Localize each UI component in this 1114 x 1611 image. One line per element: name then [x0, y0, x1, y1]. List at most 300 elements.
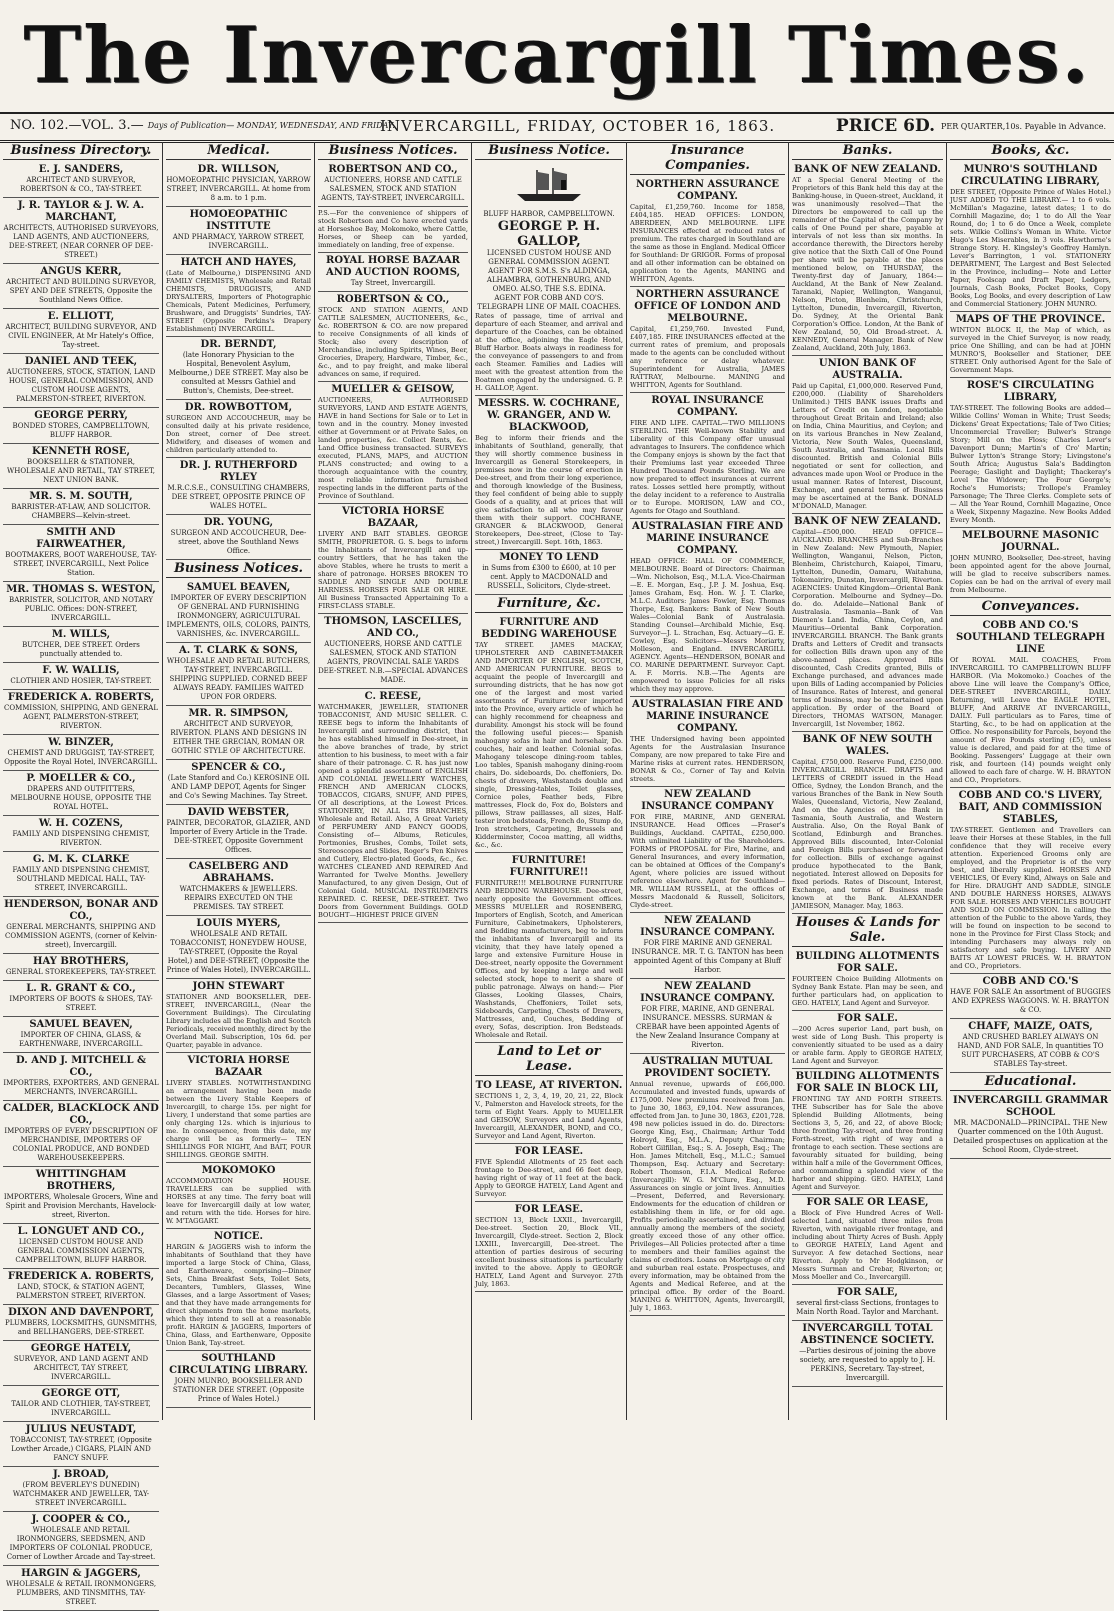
advertisement-heading: D. AND J. MITCHELL & CO., [15, 1055, 147, 1078]
issue-number: NO. 102.—VOL. 3.— [10, 118, 144, 133]
advertisement [630, 979, 785, 1054]
advertisement-body: (Late of Melbourne,) DISPENSING AND FAMILY CHEMISTS, Wholesale and Retail CHEMISTS, DRUGGISTS, AND DRYSALTERS, Importers of Photographic Chemicals, Patent Medicines, Perfumery, Brushware, and Druggists' Sundries, TAY-STREET (Opposite Perkins's Drapery Establishment) INVERCARGILL. [166, 269, 311, 333]
section-heading: Business Notices. [166, 560, 311, 578]
advertisement-heading: W. BINZER, [48, 737, 114, 748]
advertisement-heading: INVERCARGILL TOTAL ABSTINENCE SOCIETY. [800, 1323, 935, 1346]
advertisement [3, 735, 159, 771]
advertisement-body: (FROM BEVERLEY'S DUNEDIN) WATCHMAKER AND JEWELLER, TAY-STREET INVERCARGILL. [12, 1481, 150, 1507]
advertisement [166, 400, 311, 458]
advertisement [3, 354, 159, 408]
advertisement-heading: UNION BANK OF AUSTRALIA. [818, 358, 917, 381]
advertisement-body: FOR FIRE MARINE AND GENERAL INSURANCE. MR. T. G. TANTON has been appointed Agent of this Company at Bluff Harbor. [631, 939, 784, 974]
advertisement-heading: THOMSON, LASCELLES, AND CO., [324, 616, 462, 639]
advertisement-body: LIVERY AND BAIT STABLES. GEORGE SMITH, PROPRIETOR. G. S. begs to inform the Inhabitants of Invercargill and up-country Settlers, that he has taken the above Stables, where he trusts to merit a share of patronage. HORSES BROKEN TO SADDLE AND SINGLE AND DOUBLE HARNESS. HORSES FOR SALE OR HIRE. All Business Transacted Appertaining To a FIRST-CLASS STABLE. [318, 530, 468, 610]
newspaper-columns [0, 142, 1114, 1606]
section-heading: Educational. [950, 1073, 1111, 1091]
advertisement-heading: SAMUEL BEAVEN, [186, 582, 291, 593]
advertisement-heading: CASELBERG AND ABRAHAMS. [188, 861, 289, 884]
advertisement [318, 292, 468, 382]
advertisement-body: IMPORTER OF EVERY DESCRIPTION OF GENERAL AND FURNISHING IRONMONGERY, AGRICULTURAL IMPLEMENTS, OILS, COLORS, PAINTS, VARNISHES, &c. INVERCARGILL. [166, 594, 311, 638]
advertisement [3, 627, 159, 663]
advertisement-heading: BANK OF NEW ZEALAND. [794, 516, 941, 527]
column-7-ads [950, 162, 1111, 1159]
advertisement [3, 1224, 159, 1269]
advertisement-body: HEAD OFFICE: HALL OF COMMERCE, MELBOURNE. Board of Directors: Chairman—Wm. Nicholson, Esq., M.L.A. Vice-Chairman—E. E. Morgan, Esq., J.P. J. M. Joshua, Esq. James Graham, Esq. Hon. W. J. T. Clarke, M.L.C. Auditors: James Fowler, Esq. Thomas Thorpe, Esq. Bankers: Bank of New South Wales—Colonial Bank of Australasia. Standing Counsel—Archibald Michie, Esq. Surveyor—J. L. Strachan, Esq. Actuary—G. E. Cowley, Esq. Solicitors—Messrs Moriarty, Molleson, and England. INVERCARGILL AGENCY. Agents—HENDERSON, BONAR and CO. MARINE DEPARTMENT. Surveyor. Capt. A. F. Morris. N.B.—The Agents are empowered to issue Policies for all risks which they may approve. [630, 557, 785, 693]
advertisement-heading: E. J. SANDERS, [38, 164, 124, 175]
advertisement-heading: DIXON AND DAVENPORT, [8, 1307, 154, 1318]
dateline [0, 112, 1114, 143]
advertisement [3, 897, 159, 954]
section-heading-banks: Banks. [792, 142, 943, 160]
advertisement [318, 614, 468, 689]
advertisement-body: Beg to inform their friends and the inhabitants of Southland, generally, that they will shortly commence business in Invercargill as General Storekeepers, in premises now in the course of erection in Dee-street, and from their long experience, and thorough knowledge of the Business, they feel confident of being able to supply Goods of a quality, and at prices that will give satisfaction to all who may favour them with their support. COCHRANE, GRANGER & BLACKWOOD, General Storekeepers, Dee-street, (Close to Tay-street,) Invercargill. Sept. 16th, 1863. [475, 434, 623, 546]
advertisement-body: several first-class Sections, frontages to Main North Road. Taylor and Marchant. [796, 1299, 939, 1316]
advertisement [630, 177, 785, 287]
advertisement-body: AT a Special General Meeting of the Proprietors of this Bank held this day at the Banking-house, in Queen-street, Auckland, it was unanimously resolved—That the Directors be empowered to call up the remainder of the Capital of the Company by calls of One Pound per share, payable at intervals of not less than six months. In accordance therewith, the Directors hereby give notice that the Sixth Call of One Pound per share will be payable at the places mentioned below, on THURSDAY, the Twenty-first day of January, 1864:— Auckland, At the Bank of New Zealand. Taranaki, Napier, Wellington, Wanganui, Nelson, Picton, Blenheim, Christchurch, Lyttelton, Dunedin, Invercargill, Riverton, Do. Sydney, At the Oriental Bank Corporation's Office. London, At the Bank of New Zealand, 50, Old Broad-street. A. KENNEDY, General Manager. Bank of New Zealand, Auckland, 20th July, 1863. [792, 176, 943, 352]
advertisement [166, 255, 311, 337]
column-3-ads [318, 162, 468, 923]
advertisement-body: CHEMIST AND DRUGGIST, TAY-STREET, Opposite the Royal Hotel, INVERCARGILL. [4, 749, 158, 766]
advertisement [166, 337, 311, 400]
column-2-ads [166, 162, 311, 1408]
advertisement-heading: FOR SALE, [837, 1287, 898, 1298]
advertisement-body: ARCHITECT AND BUILDING SURVEYOR, SPEY AND DEE STREETS, Opposite the Southland News Office. [5, 278, 157, 304]
advertisement-body: WHOLESALE AND RETAIL IRONMONGERS, SEEDSMEN, AND IMPORTERS OF COLONIAL PRODUCE, Corner of Lowther Arcade and Tay-street. [6, 1526, 156, 1561]
advertisement-body: HARGIN & JAGGERS wish to inform the inhabitants of Southland that they have imported a large Stock of China, Glass, and Earthenware, comprising—Dinner Sets, China Breakfast Sets, Toilet Sets, Decanters, Tumblers, Glasses, Wine Glasses, and a large Assortment of Vases; and that they have made arrangements for direct shipments from the home markets, which they intend to sell at a reasonable profit. HARGIN & JAGGERS, Importers of China, Glass, and Earthenware, Opposite Union Bank, Tay-street. [166, 1243, 311, 1347]
advertisement-heading: F. W. WALLIS, [42, 665, 120, 676]
advertisement-heading: ANGUS KERR, [40, 266, 122, 277]
advertisement-heading: TO LEASE, AT RIVERTON. [475, 1080, 623, 1091]
advertisement [318, 207, 468, 253]
advertisement [792, 514, 943, 732]
advertisement [166, 1351, 311, 1408]
advertisement [950, 162, 1111, 312]
advertisement-body: BOOKSELLER & STATIONER, WHOLESALE AND RETAIL, TAY STREET, NEXT UNION BANK. [7, 458, 155, 484]
column-6-ads [792, 162, 943, 1387]
advertisement-body: FIVE Splendid Allotments of 25 feet each frontage to Dee-street, and 66 feet deep, having right of way of 11 feet at the back. Apply to GEORGE HATELY, Land Agent and Surveyor. [475, 1158, 623, 1198]
advertisement-body: SURGEON AND ACCOUCHEUR, Dee-street, above the Southland News Office. [170, 529, 307, 555]
advertisement [166, 706, 311, 760]
publication-days: Days of Publication— MONDAY, WEDNESDAY, AND FRIDAY. [147, 121, 395, 130]
advertisement-body: STATIONER AND BOOKSELLER, DEE-STREET, INVERCARGILL, (Near the Government Buildings). The Circulating Library includes all the English and Scotch Periodicals, received monthly, direct by the Overland Mail. Subscription, 10s 6d. per Quarter, payable in advance. [166, 993, 311, 1049]
advertisement-heading: DR. ROWBOTTOM, [184, 402, 293, 413]
advertisement-body: AND PHARMACY, YARROW STREET, INVERCARGILL. [172, 233, 305, 250]
advertisement-body: IMPORTER OF CHINA, GLASS, & EARTHENWARE, INVERCARGILL. [19, 1031, 143, 1048]
advertisement-body: HAVE FOR SALE An assortment of BUGGIES AND EXPRESS WAGGONS. W. H. BRAYTON & CO. [950, 988, 1111, 1014]
advertisement-heading: DR. YOUNG, [203, 517, 274, 528]
advertisement [3, 1566, 159, 1611]
column-3 [315, 142, 472, 1420]
section-heading-books: Books, &c. [950, 142, 1111, 160]
advertisement-heading: MUNRO'S SOUTHLAND CIRCULATING LIBRARY, [961, 164, 1100, 187]
advertisement [950, 974, 1111, 1019]
advertisement-body: ARCHITECT, BUILDING SURVEYOR, AND CIVIL ENGINEER, At Mr Hately's Office, Tay-street. [5, 323, 157, 349]
advertisement-heading: ROSE'S CIRCULATING LIBRARY, [966, 380, 1095, 403]
gallop-name: GEORGE P. H. GALLOP, [497, 219, 601, 249]
advertisement [630, 393, 785, 519]
advertisement-body: LIVERY STABLES. NOTWITHSTANDING an arrangement having been made between the Livery Stable Keepers of Invercargill, to charge 15s. per night for Livery, I understand that some parties are only charging 12s. which is injurious to me. In consequence, from this date, my charge will be as formerly— TEN SHILLINGS FOR NIGHT, And BAIT, FOUR SHILLINGS. GEORGE SMITH. [166, 1079, 311, 1159]
advertisement-heading: COBB AND CO.'S [982, 976, 1079, 987]
advertisement-heading: DANIEL AND TEEK, [24, 356, 138, 367]
advertisement-heading: L. R. GRANT & CO., [26, 983, 136, 994]
advertisement-heading: J. R. TAYLOR & J. W. A. MARCHANT, [17, 200, 145, 223]
advertisement-body: PLUMBERS, LOCKSMITHS, GUNSMITHS, and BELLHANGERS, DEE-STREET. [5, 1319, 157, 1336]
advertisement [318, 162, 468, 207]
advertisement-heading: FOR SALE OR LEASE, [806, 1197, 929, 1208]
advertisement-heading: FREDERICK A. ROBERTS, [7, 692, 155, 703]
advertisement-body: BOOTMAKERS, BOOT WAREHOUSE, TAY-STREET, INVERCARGILL, Next Police Station. [5, 551, 157, 577]
advertisement [318, 382, 468, 504]
advertisement [792, 1069, 943, 1195]
advertisement-heading: NORTHERN ASSURANCE OFFICE OF LONDON AND MELBOURNE. [634, 289, 781, 324]
advertisement-heading: MESSRS. W. COCHRANE, W. GRANGER, AND W. BLACKWOOD, [477, 398, 621, 433]
gallop-coaches: AGENT FOR COBB AND CO'S. TELEGRAPH LINE OF MAIL COACHES. [477, 294, 621, 311]
advertisement-heading: ROBERTSON & CO., [336, 294, 450, 305]
advertisement [3, 1167, 159, 1224]
section-heading-business-notices: Business Notices. [318, 142, 468, 160]
advertisement [630, 697, 785, 787]
advertisement-body: SURVEYOR, AND LAND AGENT AND ARCHITECT, TAY STREET, INVERCARGILL. [13, 1355, 149, 1381]
advertisement-body: Capital, £1,259,760. Income for 1858, £404,185. HEAD OFFICES: LONDON, ABERDEEN, AND MELBOURNE. LIFE INSURANCES effected at reduced rates of premium. The rates charged in Southland are the same as those in England. Medical Officer for Southland: Dr GRIGOR. Forms of proposal and all other information can be obtained on application to the Agents, MANING and WHITTON, Agents. [630, 203, 785, 283]
advertisement [3, 162, 159, 198]
advertisement-body: —Parties desirous of joining the above society, are requested to apply to J. H. PERKINS, Secretary. Tay-street, Invercargill. [799, 1347, 936, 1382]
advertisement-heading: SAMUEL BEAVEN, [29, 1019, 133, 1030]
advertisement-body: Annual revenue, upwards of £66,000. Accumulated and invested funds, upwards of £175,000. New premiums received from Jan. to June 30, 1863, £9,104. New assurances, effected from Jan. to June 30, 1863, £201,728. 498 new policies issued in do. do. Directors: George King, Esq., Chairman; Arthur Todd Holroyd, Esq., M.L.A., Deputy Chairman; Robert Gilfillan, Esq.; S. A. Joseph, Esq.; The Hon. James Mitchell, Esq., M.L.C.; Samuel Thompson, Esq. Actuary and Secretary: Robert Thomson, F.I.A. Medical Referee (Invercargill): W. G. M'Clure, Esq., M.D. Assurances on single or joint lives. Annuities—Present, Deferred, and Reversionary. Endowments for the education of children or establishing them in life, or for old age. Profits periodically ascertained, and divided annually among the members of the society, greatly exceed those of any other office. Privileges—All Policies protected after a time to members and their families against the claims of creditors. Loans on Mortgage of city and suburban real estate. Prospectuses, and every information, may be obtained from the Agents and Medical Referee, and at the principal office. By order of the Board. MANING & WHITTON, Agents, Invercargill, July 1, 1863. [630, 1080, 785, 1312]
section-heading-business-directory: Business Directory. [3, 142, 159, 160]
advertisement-heading: JOHN STEWART [192, 981, 285, 992]
column-4-ads [475, 396, 623, 1292]
advertisement [950, 618, 1111, 788]
section-heading: Houses & Lands for Sale. [792, 914, 943, 947]
advertisement [475, 1202, 623, 1292]
price [836, 116, 1106, 136]
section-heading-business-notice: Business Notice. [475, 142, 623, 160]
advertisement-body: SECTIONS 1, 2, 3, 4, 19, 20, 21, 22, Block V., Palmerston and Havelock streets, for the term of Eight Years. Apply to MUELLER and GEISOW, Surveyors and Land Agents, Invercargill, ALEXANDER, BOND, and CO., Surveyor and Land Agent, Riverton. [475, 1092, 623, 1140]
advertisement [166, 580, 311, 643]
advertisement [3, 771, 159, 816]
advertisement-heading: AUSTRALIAN MUTUAL PROVIDENT SOCIETY. [642, 1056, 773, 1079]
price-value: PRICE 6D. [835, 116, 936, 136]
advertisement-body: Capital, £1,259,760. Invested Fund, £407,185. FIRE INSURANCES effected at the current rates of premium, and proposals made to the agents can be concluded without any reference or delay whatever. Superintendent for Australia, JAMES RATTRAY, Melbourne. MANING and WHITTON, Agents for Southland. [630, 325, 785, 389]
advertisement-body: TAY-STREET. Gentlemen and Travellers can leave their Horses at these Stables, in the full confidence that they will receive every attention. Experienced Grooms only are employed, and the Proprietor is of the very best, and liberally supplied. HORSES AND VEHICLES, Of Every Kind, Always on Sale and for Hire. DRAUGHT AND SADDLE, SINGLE AND DOUBLE HARNESS HORSES, ALWAYS FOR SALE. HORSES AND VEHICLES BOUGHT AND SOLD ON COMMISSION. In calling the attention of the Public to the above Yards, they will be found on inspection to be second to none in the Province for First Class Stock; and intending Purchasers may always rely on satisfactory and safe buying. LIVERY AND BAITS AT LOWEST PRICES. W. H. BRAYTON and CO., Proprietors. [950, 826, 1111, 970]
section-heading: Conveyances. [950, 598, 1111, 616]
advertisement-body: GENERAL STOREKEEPERS, TAY-STREET. [5, 968, 157, 976]
advertisement [3, 816, 159, 852]
advertisement-heading: FURNITURE! FURNITURE!! [509, 855, 589, 878]
advertisement-body: IMPORTERS OF BOOTS & SHOES, TAY-STREET. [9, 995, 153, 1012]
advertisement [166, 805, 311, 859]
advertisement-body: LICENSED CUSTOM HOUSE AND GENERAL COMMISSION AGENTS, CAMPBELLTOWN, BLUFF HARBOR. [15, 1238, 147, 1264]
advertisement-heading: MR. THOMAS S. WESTON, [6, 584, 156, 595]
advertisement-heading: AUSTRALASIAN FIRE AND MARINE INSURANCE COMPANY. [631, 521, 784, 556]
advertisement-body: SURGEON AND ACCOUCHEUR, may be consulted daily at his private residence, Don street, corner of Dee street. Midwifery, and diseases of women and children particularly attended to. [166, 414, 311, 454]
advertisement-heading: G. M. K. CLARKE [32, 854, 130, 865]
advertisement-body: HOMOEOPATHIC PHYSICIAN, YARROW STREET, INVERCARGILL. At home from 8 a.m. to 1 p.m. [166, 176, 311, 202]
advertisement [792, 732, 943, 914]
advertisement [3, 981, 159, 1017]
advertisement-body: FRONTING TAY AND FORTH STREETS. THE Subscriber has for Sale the above Splendid Building Allotments, being Sections 3, 5, 26, and 22, of above Block; three fronting Tay-street, and three fronting Forth-street, with right of way and a frontage to each section. These sections are favourably situated for building, being within half a mile of the Government Offices, and commanding a splendid view of the harbor and shipping. GEO. HATELY, Land Agent and Surveyor. [792, 1095, 943, 1191]
advertisement-heading: C. REESE, [364, 691, 422, 702]
advertisement-heading: MR. R. SIMPSON, [188, 708, 289, 719]
section-heading-medical: Medical. [166, 142, 311, 160]
advertisement-body: CLOTHIER AND HOSIER, TAY-STREET. [10, 677, 152, 685]
advertisement [3, 525, 159, 582]
advertisement-body: JOHN MUNRO, Bookseller, Dee-street, having been appointed agent for the above Journal, will be glad to receive subscribers names. Copies can be had on the arrival of every mail from Melbourne. [950, 554, 1111, 594]
advertisement [166, 458, 311, 515]
advertisement [3, 444, 159, 489]
advertisement-heading: FOR LEASE. [514, 1146, 584, 1157]
advertisement-heading: HARGIN & JAGGERS, [21, 1568, 141, 1579]
advertisement-heading: FURNITURE AND BEDDING WAREHOUSE [481, 617, 617, 640]
advertisement-body: in Sums from £300 to £600, at 10 per cent. Apply to MACDONALD and RUSSELL, Solicitors, Clyde-street. [482, 564, 616, 590]
advertisement [950, 528, 1111, 598]
advertisement [475, 550, 623, 595]
advertisement-body: Capital—£500,000. HEAD OFFICE—AUCKLAND. BRANCHES and Sub-Branches in New Zealand: New Plymouth, Napier, Wellington, Wanganui, Nelson, Picton, Blenheim, Christchurch, Kaiapoi, Timaru, Lyttelton, Dunedin, Oamaru, Waitahuna, Tokomairiro, Dunstan, Invercargill, Riverton. AGENCIES: United Kingdom—Oriental Bank Corporation. Melbourne and Sydney—Do. do. do. Adelaide—National Bank of Australasia. Tasmania—Bank of Van Diemen's Land. India, China, Ceylon, and Mauritius—Oriental Bank Corporation. INVERCARGILL BRANCH. The Bank grants Drafts and Letters of Credit and transacts for collection Bills drawn upon any of the above-named places. Approved Bills discounted, Cash Credits granted, Bills of Exchange purchased, and advances made upon Bills of Lading accompanied by Policies of Insurance. Rates of Interest, and general terms of business, may be ascertained upon application. By order of the Board of Directors, THOMAS WATSON, Manager. Invercargill, 1st November, 1862. [792, 528, 943, 728]
gallop-body: Rates of passage, time of arrival and departure of each Steamer, and arrival and departure of the Coaches, can be obtained at the office, adjoining the Eagle Hotel, Bluff Harbor. Boats always in readiness for the conveyance of passengers to and from each Steamer. Families and Ladies will meet with the greatest attention from the Boatmen engaged by the undersigned. G. P. H. GALLOP, Agent. [475, 312, 623, 392]
advertisement [3, 582, 159, 627]
advertisement-body: AUCTIONEERS, HORSE AND CATTLE SALESMEN, STOCK AND STATION AGENTS, TAY-STREET, INVERCARGILL. [321, 176, 465, 202]
advertisement-heading: E. ELLIOTT, [47, 311, 115, 322]
advertisement-heading: GEORGE OTT, [41, 1388, 121, 1399]
column-2 [163, 142, 315, 1420]
advertisement [166, 916, 311, 979]
advertisement-heading: J. BROAD, [53, 1469, 109, 1480]
advertisement [166, 162, 311, 207]
advertisement-heading: NORTHERN ASSURANCE COMPANY. [636, 179, 779, 202]
advertisement-heading: BUILDING ALLOTMENTS FOR SALE. [795, 951, 940, 974]
advertisement [792, 949, 943, 1011]
masthead [0, 0, 1114, 112]
gallop-advertisement [475, 162, 623, 396]
advertisement-body: Capital, £750,000. Reserve Fund, £250,000. INVERCARGILL BRANCH. DRAFTS and LETTERS of CREDIT issued in the Head Office, Sydney, the London Branch, and the various Branches of the Bank in New South Wales, Queensland, Victoria, New Zealand, And on the Agencies of the Bank in Tasmania, South Australia, and Western Australia. Also, On the Royal Bank of Scotland, Edinburgh and Branches. Approved Bills discounted, Inter-Colonial and Foreign Bills purchased or forwarded for collection. Bills of exchange against produce hypothecated to the Bank, negotiated. Interest allowed on Deposits for fixed periods. Rates of Discount, Interest, Exchange, and terms of Business made known at the Bank. ALEXANDER JAMIESON, Manager. May, 1863. [792, 758, 943, 910]
advertisement-heading: HENDERSON, BONAR AND CO., [4, 899, 158, 922]
advertisement-body: FAMILY AND DISPENSING CHEMIST, SOUTHLAND MEDICAL HALL, TAY-STREET, INVERCARGILL. [12, 866, 150, 892]
advertisement-heading: A. T. CLARK & SONS, [179, 645, 298, 656]
advertisement-body: P.S.—For the convenience of shippers of stock Robertson and Co have erected yards at Horseshoe Bay, Mokomoko, where Cattle, Horses, or Sheep can be yarded, immediately on landing, free of expense. [318, 209, 468, 249]
column-1 [0, 142, 163, 1606]
gallop-agent-for: AGENT FOR S.M.S. S's ALDINGA, ALHAMBRA, GOTHENBURG, AND OMEO. ALSO, THE S.S. EDINA. [486, 267, 612, 293]
advertisement [792, 162, 943, 356]
advertisement [3, 1017, 159, 1053]
advertisement [3, 309, 159, 354]
advertisement-heading: L. LONGUET AND CO., [17, 1226, 145, 1237]
advertisement [3, 1269, 159, 1305]
advertisement-body: STOCK AND STATION AGENTS, AND CATTLE SALESMEN, AUCTIONEERS, &c., &c. ROBERTSON & CO. are now prepared to receive Consignments of all kinds of Stock; also every description of Merchandise, including Spirits, Wines, Beer, Groceries, Drapery, Hardware, Timber, &c., &c., and to pay freight, and make liberal advances on same, if required. [318, 306, 468, 378]
advertisement-heading: DR. J. RUTHERFORD RYLEY [179, 460, 298, 483]
advertisement [166, 643, 311, 706]
advertisement-body: WHOLESALE AND RETAIL BUTCHERS, TAY-STREET, INVERCARGILL. SHIPPING SUPPLIED. CORNED BEEF ALWAYS READY. FAMILIES WAITED UPON FOR ORDERS. [166, 657, 311, 701]
advertisement [630, 287, 785, 393]
advertisement-heading: NEW ZEALAND INSURANCE COMPANY. [640, 915, 775, 938]
advertisement [3, 408, 159, 444]
advertisement-body: IMPORTERS, EXPORTERS, AND GENERAL MERCHANTS, INVERCARGILL. [3, 1079, 159, 1096]
advertisement-body: —200 Acres superior Land, part bush, on west side of Long Bush. This property is conveniently situated to be used as a dairy or arable farm. Apply to GEORGE HATELY, Land Agent and Surveyor. [792, 1025, 943, 1065]
price-note: PER QUARTER,10s. Payable in Advance. [940, 122, 1106, 131]
advertisement-body: FOURTEEN Choice Building Allotments on Sydney Bank Estate. Plan may be seen, and further particulars had, on application to GEO. HATELY, Land Agent and Surveyor. [792, 975, 943, 1007]
advertisement [792, 356, 943, 514]
advertisement-heading: HATCH AND HAYES, [180, 257, 297, 268]
advertisement-heading: P. MOELLER & CO., [26, 773, 136, 784]
advertisement-body: WINTON BLOCK II, the Map of which, as surveyed in the Chief Surveyor, is now ready, price One Shilling, and can be had at JOHN MUNRO'S, Bookseller and Stationer, DEE STREET. Only authorised Agent for the Sale of Government Maps. [950, 326, 1111, 374]
advertisement [3, 1512, 159, 1566]
advertisement [630, 913, 785, 979]
advertisement-body: FIRE AND LIFE. CAPITAL—TWO MILLIONS STERLING. THE Well-known Stability and Liberality of this Company offer unusual advantages to Insurers. The confidence which the Company enjoys is shown by the fact that their Premiums last year exceeded Three Hundred Thousand Pounds Sterling. We are now prepared to effect insurances at current rates. Losses settled here promptly, without the delay incident to a reference to Australia or to Europe. MORISON, LAW and CO., Agents for Otago and Southland. [630, 419, 785, 515]
advertisement-body: FURNITURE!!! MELBOURNE FURNITURE AND BEDDING WAREHOUSE. Dee-street, nearly opposite the Government offices. MESSRS MUELLER and ROSENBERG, Importers of English, Scotch, and American Furniture, Cabinetmakers, Upholsterers, and Bedding manufacturers, beg to inform the inhabitants of Invercargill and its vicinity, that they have lately opened a large and extensive Furniture House in Dee-street, nearly opposite the Government Offices, and by keeping a large and well selected stock, hope to merit a share of public patronage. Always on hand:— Pier Glasses, Looking Glasses, Chairs, Washstands, Cheffoniers, Toilet sets, Sideboards, Carpeting, Chests of Drawers, Mattresses, and, Couches, Bedding of every, Sofas, description. Iron Bedsteads. Wholesale and Retail. [475, 879, 623, 1039]
advertisement [3, 1386, 159, 1422]
advertisement-heading: DR. BERNDT, [200, 339, 277, 350]
advertisement [950, 312, 1111, 378]
advertisement-heading: NEW ZEALAND INSURANCE COMPANY. [640, 981, 775, 1004]
advertisement-body: JOHN MUNRO, BOOKSELLER AND STATIONER DEE STREET. (Opposite Prince of Wales Hotel.) [172, 1377, 305, 1403]
advertisement [950, 1019, 1111, 1073]
advertisement [318, 253, 468, 292]
section-heading-insurance: Insurance Companies. [630, 142, 785, 175]
advertisement [3, 1101, 159, 1167]
advertisement-body: IMPORTERS OF EVERY DESCRIPTION OF MERCHANDISE, IMPORTERS OF COLONIAL PRODUCE, AND BONDED WAREHOUSEKEEPERS. [4, 1127, 158, 1162]
advertisement-body: SECTION 13, Block LXXII., Invercargill, Dee-street. Section 20, Block VII., Invercargill, Clyde-street. Section 2, Block LXXIII., Invercargill, Dee-street. The attention of parties desirous of securing excellent business situations is particularly invited to the above. Apply to GEORGE HATELY, Land Agent and Surveyor. 27th July, 1863. [475, 1216, 623, 1288]
advertisement-body: (Late Stanford and Co.) KEROSINE OIL AND LAMP DEPOT, Agents for Singer and Co's Sewing Machines. Tay Street. [167, 774, 310, 800]
advertisement-body: IMPORTERS, Wholesale Grocers, Wine and Spirit and Provision Merchants, Havelock-street, Riverton. [3, 1193, 159, 1219]
advertisement-body: BARRISTER, SOLICITOR, AND NOTARY PUBLIC. Offices: DON-STREET, INVERCARGILL. [9, 596, 153, 622]
issue-info [10, 118, 395, 133]
advertisement-body: AND CRUSHED BARLEY ALWAYS ON HAND, AND FOR SALE, In quantities TO SUIT PURCHASERS, AT COBB & CO'S STABLES Tay-street. [957, 1033, 1104, 1068]
advertisement-heading: MONEY TO LEND [499, 552, 599, 563]
advertisement-heading: HOMOEOPATHIC INSTITUTE [189, 209, 288, 232]
advertisement-heading: DAVID WEBSTER, [187, 807, 290, 818]
advertisement-heading: BANK OF NEW SOUTH WALES. [802, 734, 933, 757]
advertisement [166, 1229, 311, 1351]
advertisement-body: TAY-STREET. The following Books are added— Wilkie Collins' Woman in White; Trust Seeds; Dickens' Great Expectations; Tale of Two Cities; Uncommercial Traveller; Bulwer's Strange Story; Mill on the Floss; Charles Lever's Davenport Dunn; Martin's of Cro' Martin; Bulwer Lytton's Strange Story; Livingstone's South Africa; Augustus Sala's Baddington Peerage; Gaslight and Daylight; Thackeray's Lovel The Widower; The Four George's; Roche's Humorists; Trollope's Framley Parsonage; The Three Clerks. Complete sets of— All the Year Round, Cornhill Magazine, Once a Week, Sixpenny Magazine. New Books Added Every Month. [950, 404, 1111, 524]
advertisement-body: AUCTIONEERS, HORSE AND CATTLE SALESMEN, STOCK AND STATION AGENTS, PROVINCIAL SALE YARDS DEE-STREET. N.B.—SPECIAL ADVANCES MADE. [318, 640, 468, 684]
advertisement-body: DEE STREET, (Opposite Prince of Wales Hotel.) JUST ADDED TO THE LIBRARY.— 1 to 6 vols. McMillan's Magazine, latest dates; 1 to do Cornhill Magazine, do; 1 to do All the Year Round, do; 1 to 6 do Once a Week, complete sets. Wilkie Collins's Woman in White. Victor Hugo's Les Miserables, in 3 vols. Hawthorne's Strange Story. H. Kingsley's Geoffrey Hamlyn. Lever's Barrington, 1 vol. STATIONERY DEPARTMENT, The Largest and Best Selected in the Province, including— Note and Letter Paper, Foolscap and Draft Paper, Ledgers, Journals, Cash Books, Pocket Books, Copy Books, Log Books, and every description of Law and Commercial Stationery. JOHN MUNRO. [950, 188, 1111, 308]
advertisement [3, 1341, 159, 1386]
advertisement-body: ARCHITECT AND SURVEYOR, RIVERTON. PLANS AND DESIGNS IN EITHER THE GRECIAN, ROMAN OR GOTHIC STYLE OF ARCHITECTURE. [170, 720, 307, 755]
ship-icon [509, 166, 589, 204]
advertisement [950, 1093, 1111, 1159]
advertisement [166, 760, 311, 805]
advertisement [792, 1285, 943, 1321]
advertisement [318, 504, 468, 614]
advertisement [630, 1054, 785, 1316]
advertisement-body: AUCTIONEERS, AUTHORISED SURVEYORS, LAND AND ESTATE AGENTS, HAVE in hand Sections for Sale or to Let in town and in the country. Money invested either at Government or at Private Sales, on landed properties, &c. Collect Rents, &c. Land Office business transacted. SURVEYS executed, PLANS, MAPS, and AUCTION PLANS constructed; and owing to a thorough acquaintance with the country, most reliable information furnished respecting lands in the different parts of the Province of Southland. [318, 396, 468, 500]
advertisement-body: BONDED STORES, CAMPBELLTOWN, BLUFF HARBOR. [12, 422, 150, 439]
advertisement-heading: ROYAL INSURANCE COMPANY. [651, 395, 764, 418]
advertisement-body: FOR FIRE, MARINE, AND GENERAL INSURANCE. Head Offices —Fraser's Buildings, Auckland. CAPITAL, £250,000. With unlimited Liability of the Shareholders. FORMS of PROPOSAL for Fire, Marine, and General Insurances, and every information, can be obtained at Offices of the Company's Agent, where policies are issued without reference elsewhere. Agent for Southland— MR. WILLIAM RUSSELL, at the offices of Messrs Macdonald & Russell, Solicitors, Clyde-street. [630, 813, 785, 909]
advertisement [3, 954, 159, 981]
advertisement [166, 515, 311, 560]
advertisement-heading: ROYAL HORSE BAZAAR AND AUCTION ROOMS, [325, 255, 461, 278]
advertisement [3, 264, 159, 309]
place-and-date: INVERCARGILL, FRIDAY, OCTOBER 16, 1863. [380, 117, 776, 135]
advertisement [630, 787, 785, 913]
column-7 [947, 142, 1114, 1420]
advertisement-heading: NEW ZEALAND INSURANCE COMPANY [641, 789, 774, 812]
advertisement-heading: NOTICE. [213, 1231, 264, 1242]
advertisement [3, 852, 159, 897]
advertisement-body: BARRISTER-AT-LAW, AND SOLICITOR. CHAMBERS—Kelvin-street. [11, 503, 151, 520]
advertisement [166, 207, 311, 255]
advertisement-body: Paid up Capital, £1,000,000. Reserved Fund, £200,000. (Liability of Shareholders Unlimited.) THIS BANK issues Drafts and Letters of Credit on London, negotiable throughout Great Britain and Ireland; also on India, China Mauritius, and Ceylon; and on its various Branches in New Zealand, Victoria, New South Wales, Queensland, South Australia, and Tasmania. Local Bills discounted. British and Colonial Bills negotiated or sent for collection, and advances made upon Wool or Produce in the usual manner. Rates of Interest, Discount, Exchange, and general terms of Business may be ascertained at the Bank. DONALD M'DONALD, Manager. [792, 382, 943, 510]
advertisement-heading: LOUIS MYERS, [196, 918, 281, 929]
advertisement-heading: COBB AND CO.'S SOUTHLAND TELEGRAPH LINE [956, 620, 1105, 655]
advertisement-body: LAND, STOCK, & STATION AGENT, PALMERSTON STREET, RIVERTON. [16, 1283, 146, 1300]
advertisement [475, 615, 623, 853]
advertisement-body: WATCHMAKERS & JEWELLERS. REPAIRS EXECUTED ON THE PREMISES. TAY STREET. [179, 885, 298, 911]
advertisement-body: FAMILY AND DISPENSING CHEMIST, RIVERTON. [12, 830, 150, 847]
advertisement-body: ACCOMMODATION HOUSE. TRAVELLERS can be supplied with HORSES at any time. The ferry boat will leave for Invercargill daily at low water, and return with the tide. Horses for hire. W. M'TAGGART. [166, 1177, 311, 1225]
advertisement-heading: MOKOMOKO [201, 1165, 276, 1176]
advertisement [792, 1321, 943, 1387]
advertisement [166, 1163, 311, 1229]
advertisement-body: FOR FIRE, MARINE, AND GENERAL INSURANCE. MESSRS. SURMAN & CREBAR have been appointed Agents of the New Zealand Insurance Company at Riverton. [635, 1005, 780, 1049]
advertisement-heading: COBB AND CO.'S LIVERY, BAIT, AND COMMISSION STABLES, [958, 790, 1103, 825]
advertisement-heading: SPENCER & CO., [191, 762, 286, 773]
advertisement-body: COMMISSION, SHIPPING, AND GENERAL AGENT, PALMERSTON-STREET, RIVERTON. [4, 704, 158, 730]
advertisement [3, 1053, 159, 1101]
advertisement [166, 1053, 311, 1163]
advertisement-heading: VICTORIA HORSE BAZAAR [187, 1055, 290, 1078]
column-1-ads [3, 162, 159, 1611]
advertisement [3, 1305, 159, 1341]
advertisement-body: WHOLESALE & RETAIL IRONMONGERS, PLUMBERS, AND TINSMITHS, TAY-STREET. [5, 1580, 157, 1606]
advertisement [475, 1078, 623, 1144]
advertisement-heading: M. WILLS, [51, 629, 111, 640]
advertisement-body: DRAPERS AND OUTFITTERS, MELBOURNE HOUSE, OPPOSITE THE ROYAL HOTEL. [10, 785, 152, 811]
advertisement-heading: JULIUS NEUSTADT, [25, 1424, 137, 1435]
advertisement-heading: FREDERICK A. ROBERTS, [7, 1271, 155, 1282]
advertisement-heading: SOUTHLAND CIRCULATING LIBRARY. [169, 1353, 308, 1376]
advertisement [166, 979, 311, 1053]
advertisement [318, 689, 468, 923]
advertisement [3, 690, 159, 735]
advertisement-heading: DR. WILLSON, [197, 164, 280, 175]
advertisement [475, 396, 623, 550]
advertisement-heading: MAPS OF THE PROVINCE. [955, 314, 1106, 325]
advertisement-body: ARCHITECT AND SURVEYOR, ROBERTSON & CO., TAY-STREET. [20, 176, 142, 193]
advertisement-body: PAINTER, DECORATOR, GLAZIER, AND Importer of Every Article in the Trade. DEE-STREET, Opposite Government Offices. [166, 819, 311, 854]
gallop-role: LICENSED CUSTOM HOUSE AND GENERAL COMMISSION AGENT. [486, 249, 612, 266]
advertisement-heading: GEORGE PERRY, [34, 410, 128, 421]
advertisement-heading: KENNETH ROSE, [32, 446, 130, 457]
advertisement-heading: VICTORIA HORSE BAZAAR, [341, 506, 445, 529]
advertisement-body: ARCHITECTS, AUTHORISED SURVEYORS, LAND AGENTS, AND AUCTIONEERS, DEE-STREET, (NEAR CORNER OF DEE-STREET.) [3, 224, 159, 259]
advertisement-heading: ROBERTSON AND CO., [328, 164, 458, 175]
advertisement-body: WHOLESALE AND RETAIL TOBACCONIST, HONEYDEW HOUSE, TAY-STREET, (Opposite the Royal Hotel,) and DEE-STREET, (Opposite the Prince of Wales Hotel), INVERCARGILL. [166, 930, 311, 974]
advertisement-heading: INVERCARGILL GRAMMAR SCHOOL [952, 1095, 1109, 1118]
advertisement-body: a Block of Five Hundred Acres of Well-selected Land, situated three miles from Riverton, with navigable river frontage, and including about Thirty Acres of Bush. Apply to GEORGE HATELY, Land Agent and Surveyor. A few detached Sections, near Riverton. Apply to Mr Hodgkinson, or Messrs Surman and Crebar, Riverton; or, Moss Moeller and Co., Invercargill. [792, 1209, 943, 1281]
column-4 [472, 142, 627, 1420]
advertisement [475, 1144, 623, 1202]
advertisement-body: BUTCHER, DEE STREET. Orders punctually attended to. [22, 641, 140, 658]
section-heading: Furniture, &c. [475, 595, 623, 613]
advertisement [950, 788, 1111, 974]
advertisement-heading: MR. S. M. SOUTH, [29, 491, 133, 502]
advertisement [475, 853, 623, 1043]
advertisement-heading: W. H. COZENS, [38, 818, 124, 829]
advertisement-heading: WHITTINGHAM BROTHERS, [35, 1169, 127, 1192]
advertisement-body: TAY STREET. JAMES MACKAY, UPHOLSTERER AND CABINET-MAKER AND IMPORTER OF ENGLISH, SCOTCH, AND AMERICAN FURNITURE. BEGS to acquaint the people of Invercargill and surrounding districts, that he has now got one of the largest and most varied assortments of Furniture ever imported into the Province, every article of which he can highly recommend for cheapness and durability. Amongst his stock will be found the following useful pieces:— Spanish mahogany sofas in hair and horsehair, Do. couches, hair and leather. Colonial sofas. Mahogany telescope dining-room tables, Loo tables, Spanish mahogany dining-room chairs, Do. sideboards, Do. cheffoniers, Do. chests of drawers, Washstands double and single, Dressing-tables, Toilet glasses, Cornice poles, Feather beds, Fibre mattresses, Flock do, Fox do, Bolsters and pillows, Straw paillasses, all sizes, Half-tester iron bedsteads, French do, Stump do, Iron stretchers, Carpeting, Brussels and Kidderminster, Cocoa matting, all widths, &c., &c. [475, 641, 623, 849]
advertisement-body: M.R.C.S.E., CONSULTING CHAMBERS, DEE STREET, OPPOSITE PRINCE OF WALES HOTEL. [167, 484, 310, 510]
advertisement-body: Of ROYAL MAIL COACHES, From INVERCARGILL TO CAMPBELLTOWN BLUFF HARBOR. (Via Mokomoko.) Coaches of the above Line will leave the Company's Office, DEE-STREET INVERCARGILL, DAILY. Returning, will Leave the EAGLE HOTEL, BLUFF, And ARRIVE AT INVERCARGILL, DAILY. Full particulars as to Fares, time of Starting, &c., to be had on application at the Office. No responsibility for Parcels, beyond the amount of Five Pounds sterling (£5), unless value is declared, and paid for at the time of Booking. Passengers' Luggage at their own risk, and fourteen (14) pounds weight only allowed to each fare of charge. W. H. BRAYTON and CO., Proprietors. [950, 656, 1111, 784]
advertisement [3, 663, 159, 690]
column-5-ads [630, 177, 785, 1316]
advertisement [950, 378, 1111, 528]
advertisement [630, 519, 785, 697]
gallop-place: BLUFF HARBOR, CAMPBELLTOWN. [483, 210, 615, 218]
newspaper-title: The Invercargill Times. [23, 10, 1091, 101]
advertisement-heading: J. COOPER & CO., [31, 1514, 131, 1525]
advertisement-body: GENERAL MERCHANTS, SHIPPING AND COMMISSION AGENTS, (corner of Kelvin-street), Invercargill. [4, 923, 158, 949]
